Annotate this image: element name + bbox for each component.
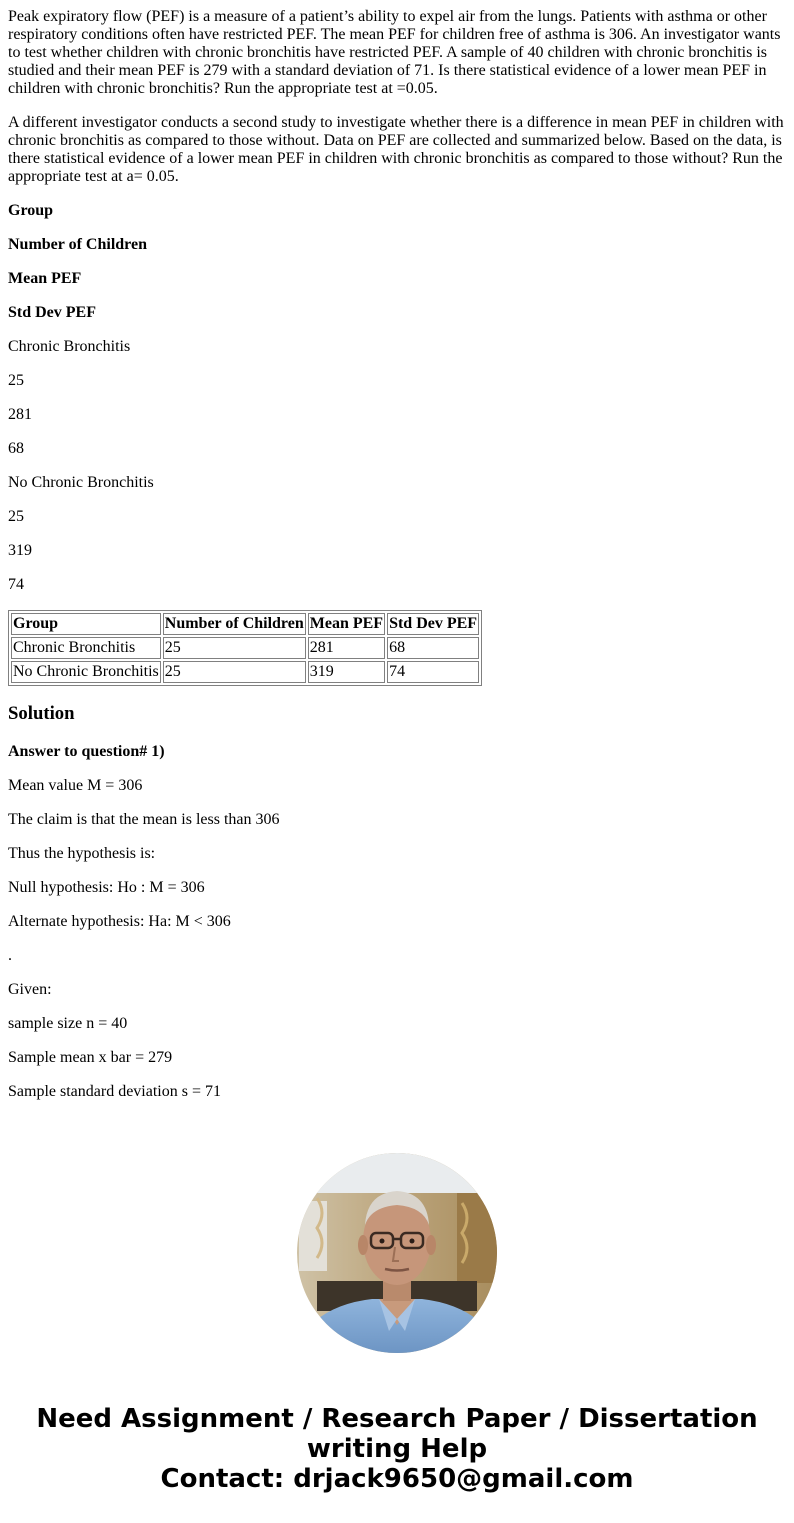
solution-line: The claim is that the mean is less than 306	[8, 811, 280, 828]
promo-banner	[0, 1404, 794, 1494]
answer-label: Answer to question# 1)	[8, 743, 165, 760]
solution-line: sample size n = 40	[8, 1015, 128, 1032]
solution-line: Sample mean x bar = 279	[8, 1049, 173, 1066]
table-cell: 68	[387, 637, 479, 659]
table-cell: 281	[308, 637, 385, 659]
promo-line-2: writing Help	[306, 1434, 488, 1464]
list-value: 74	[8, 576, 24, 593]
pef-summary-table	[8, 610, 482, 686]
table-cell: 74	[387, 661, 479, 683]
list-value: 68	[8, 440, 24, 457]
question-paragraph-1: Peak expiratory flow (PEF) is a measure of a patient’s ability to expel air from the lungs. Patients with asthma or other respiratory conditions often have restricted PEF. The mean PEF for children free of asthma is 306. An investigator wants to test whether children with chronic bronchitis have restricted PEF. A sample of 40 children with chronic bronchitis is studied and their mean PEF is 279 with a standard deviation of 71. Is there statistical evidence of a lower mean PEF in children with chronic bronchitis? Run the appropriate test at =0.05.	[8, 8, 781, 97]
solution-line: Alternate hypothesis: Ha: M < 306	[8, 913, 231, 930]
tutor-photo-icon	[297, 1153, 497, 1353]
list-header-group: Group	[8, 202, 54, 219]
solution-line: Thus the hypothesis is:	[8, 845, 156, 862]
list-header-mean: Mean PEF	[8, 270, 82, 287]
solution-line: Given:	[8, 981, 52, 998]
table-header-cell: Mean PEF	[308, 613, 385, 635]
table-row	[11, 637, 479, 659]
table-header-cell: Group	[11, 613, 161, 635]
list-header-count: Number of Children	[8, 236, 147, 253]
list-value: 25	[8, 372, 24, 389]
list-header-sd: Std Dev PEF	[8, 304, 96, 321]
promo-line-1: Need Assignment / Research Paper / Dissertation	[36, 1404, 758, 1434]
list-value: 281	[8, 406, 32, 423]
solution-line: Null hypothesis: Ho : M = 306	[8, 879, 205, 896]
question-paragraph-2: A different investigator conducts a second study to investigate whether there is a difference in mean PEF in children with chronic bronchitis as compared to those without. Data on PEF are collected and summarized below. Based on the data, is there statistical evidence of a lower mean PEF in children with chronic bronchitis as compared to those without? Run the appropriate test at a= 0.05.	[8, 114, 784, 185]
promo-contact-line: Contact: drjack9650@gmail.com	[160, 1464, 634, 1494]
tutor-avatar	[297, 1153, 497, 1353]
solution-line: .	[8, 947, 12, 964]
solution-heading: Solution	[8, 703, 75, 724]
table-cell: Chronic Bronchitis	[11, 637, 161, 659]
table-header-cell: Std Dev PEF	[387, 613, 479, 635]
table-cell: 25	[163, 661, 306, 683]
list-value: Chronic Bronchitis	[8, 338, 131, 355]
solution-line: Mean value M = 306	[8, 777, 143, 794]
table-cell: 319	[308, 661, 385, 683]
table-header-row	[11, 613, 479, 635]
solution-line: Sample standard deviation s = 71	[8, 1083, 221, 1100]
table-cell: 25	[163, 637, 306, 659]
table-header-cell: Number of Children	[163, 613, 306, 635]
document-body	[8, 8, 786, 1117]
table-row	[11, 661, 479, 683]
list-value: 25	[8, 508, 24, 525]
list-value: No Chronic Bronchitis	[8, 474, 154, 491]
table-cell: No Chronic Bronchitis	[11, 661, 161, 683]
list-value: 319	[8, 542, 32, 559]
